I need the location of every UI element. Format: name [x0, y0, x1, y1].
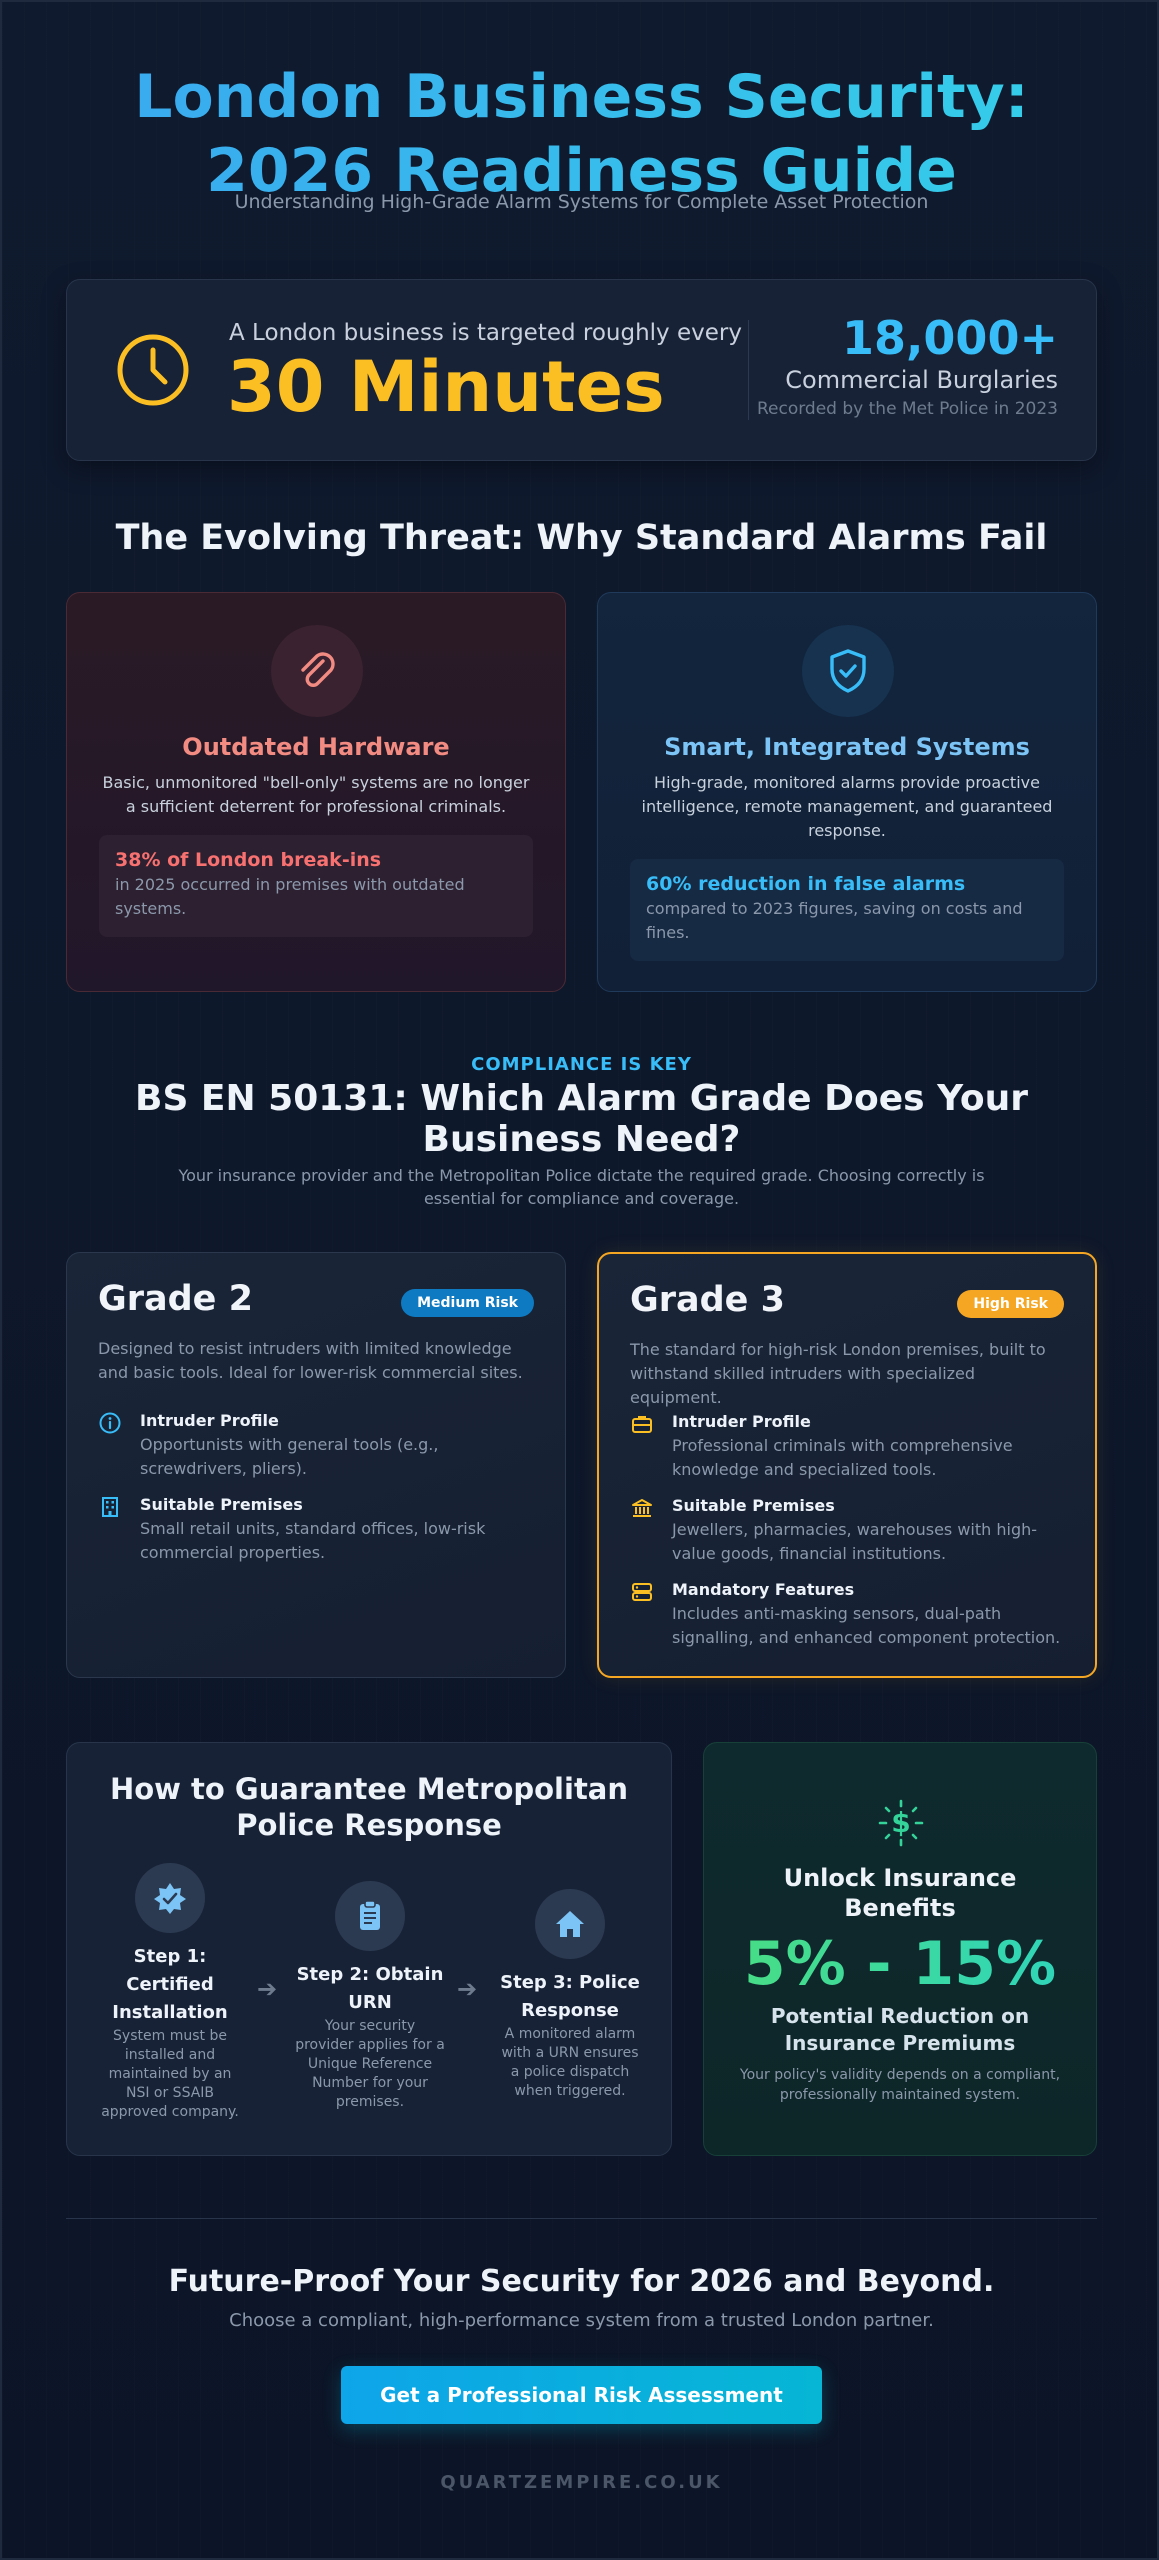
clipboard-icon	[352, 1898, 388, 1934]
step-3-text: A monitored alarm with a URN ensures a police dispatch when triggered.	[501, 2026, 639, 2099]
certificate-icon	[152, 1880, 188, 1916]
grade-3-feature	[630, 1410, 1064, 1482]
smart-systems-desc: High-grade, monitored alarms provide proactive intelligence, remote management, and guaranteed response.	[641, 773, 1053, 840]
feature-text: Includes anti-masking sensors, dual-path signalling, and enhanced component protection.	[672, 1604, 1061, 1647]
shield-check-icon	[822, 645, 874, 697]
step-1-text: System must be installed and maintained by an NSI or SSAIB approved company.	[101, 2028, 239, 2120]
cta-subtitle: Choose a compliant, high-performance system from a trusted London partner.	[229, 2310, 934, 2331]
step-3	[495, 1889, 645, 2101]
server-icon	[630, 1580, 654, 1604]
page-title	[2, 60, 1159, 208]
feature-title: Intruder Profile	[672, 1412, 811, 1431]
shield-icon-circle	[802, 625, 894, 717]
grade-2-feature	[98, 1493, 534, 1565]
step-3-title: Step 3: Police Response	[500, 1972, 640, 2021]
step-2-icon-circle	[335, 1881, 405, 1951]
outdated-hardware-stat	[99, 835, 533, 937]
step-2-text: Your security provider applies for a Unique Reference Number for your premises.	[295, 2018, 445, 2110]
burglary-note: Recorded by the Met Police in 2023	[756, 399, 1058, 419]
insurance-card	[703, 1742, 1097, 2156]
medium-risk-badge: Medium Risk	[401, 1289, 534, 1317]
stat-big-value: 30 Minutes	[227, 346, 665, 428]
stat-burglary-block	[757, 312, 1058, 422]
feature-text: Small retail units, standard offices, low-risk commercial properties.	[140, 1519, 486, 1562]
insurance-note: Your policy's validity depends on a compliant, professionally maintained system.	[739, 2067, 1061, 2103]
grade-3-title: Grade 3	[630, 1280, 785, 1320]
burglary-count: 18,000+	[841, 311, 1058, 365]
burglary-label: Commercial Burglaries	[785, 366, 1058, 394]
insurance-subtitle: Potential Reduction on Insurance Premiums	[770, 2004, 1030, 2055]
step-2	[295, 1881, 445, 2112]
dollar-sparkle-icon	[877, 1799, 925, 1847]
grade-2-title: Grade 2	[98, 1279, 253, 1319]
step-3-icon-circle	[535, 1889, 605, 1959]
step-1	[95, 1863, 245, 2122]
risk-assessment-button[interactable]: Get a Professional Risk Assessment	[341, 2366, 822, 2424]
smart-stat-text: compared to 2023 figures, saving on costs and fines.	[646, 899, 1023, 942]
feature-title: Suitable Premises	[672, 1496, 835, 1515]
briefcase-icon	[630, 1412, 654, 1436]
outdated-hardware-title: Outdated Hardware	[182, 733, 450, 761]
feature-text: Jewellers, pharmacies, warehouses with high-value goods, financial institutions.	[672, 1520, 1038, 1563]
building-icon	[98, 1495, 122, 1519]
info-icon	[98, 1411, 122, 1435]
cta-title: Future-Proof Your Security for 2026 and Beyond.	[168, 2264, 995, 2299]
smart-stat-title: 60% reduction in false alarms	[646, 873, 966, 895]
home-icon	[552, 1906, 588, 1942]
page-title-line2: 2026 Readiness Guide	[206, 136, 957, 206]
step-2-title: Step 2: Obtain URN	[296, 1964, 444, 2013]
smart-systems-stat	[630, 859, 1064, 961]
smart-systems-title: Smart, Integrated Systems	[664, 733, 1030, 761]
stat-card	[66, 279, 1097, 461]
insurance-title: Unlock Insurance Benefits	[783, 1864, 1017, 1922]
stat-divider	[748, 320, 749, 420]
feature-title: Mandatory Features	[672, 1580, 855, 1599]
smart-systems-card	[597, 592, 1097, 992]
svg-text:$: $	[891, 1806, 911, 1839]
page-title-line1: London Business Security:	[134, 62, 1029, 132]
section-divider	[66, 2218, 1097, 2219]
feature-title: Suitable Premises	[140, 1495, 303, 1514]
grade-2-feature	[98, 1409, 534, 1481]
feature-text: Opportunists with general tools (e.g., screwdrivers, pliers).	[140, 1435, 439, 1478]
compliance-kicker: COMPLIANCE IS KEY	[471, 1054, 692, 1075]
page-subtitle: Understanding High-Grade Alarm Systems for Complete Asset Protection	[234, 191, 929, 213]
outdated-hardware-card	[66, 592, 566, 992]
footer-domain[interactable]: QUARTZEMPIRE.CO.UK	[440, 2472, 723, 2493]
grade-heading-line1: BS EN 50131: Which Alarm Grade Does Your	[135, 1078, 1028, 1119]
stat-lead-text: A London business is targeted roughly every	[229, 320, 742, 346]
grade-2-card	[66, 1252, 566, 1678]
paperclip-icon	[293, 647, 341, 695]
step-1-icon-circle	[135, 1863, 205, 1933]
bank-icon	[630, 1496, 654, 1520]
grade-heading-line2: Business Need?	[422, 1119, 741, 1160]
police-title-line2: Police Response	[236, 1808, 502, 1842]
police-response-title	[67, 1771, 671, 1843]
outdated-stat-title: 38% of London break-ins	[115, 849, 382, 871]
outdated-hardware-desc: Basic, unmonitored "bell-only" systems are no longer a sufficient deterrent for professional criminals.	[102, 773, 530, 816]
grade-2-desc: Designed to resist intruders with limited knowledge and basic tools. Ideal for lower-risk commercial sites.	[98, 1339, 523, 1382]
grade-3-card	[597, 1252, 1097, 1678]
step-arrow-2: ➔	[457, 1975, 478, 2003]
insurance-percentage: 5% - 15%	[704, 1929, 1096, 1999]
step-1-title: Step 1: Certified Installation	[112, 1946, 228, 2023]
high-risk-badge: High Risk	[957, 1290, 1064, 1318]
feature-title: Intruder Profile	[140, 1411, 279, 1430]
paperclip-icon-circle	[271, 625, 363, 717]
police-response-card	[66, 1742, 672, 2156]
clock-icon	[113, 330, 193, 410]
feature-text: Professional criminals with comprehensive knowledge and specialized tools.	[672, 1436, 1013, 1479]
grade-intro: Your insurance provider and the Metropolitan Police dictate the required grade. Choosing correctly is essential for compliance and coverage.	[178, 1166, 985, 1208]
outdated-stat-text: in 2025 occurred in premises with outdated systems.	[115, 875, 465, 918]
police-title-line1: How to Guarantee Metropolitan	[109, 1772, 629, 1806]
grade-3-desc: The standard for high-risk London premises, built to withstand skilled intruders with specialized equipment.	[630, 1340, 1046, 1407]
grade-3-feature	[630, 1578, 1064, 1650]
step-arrow-1: ➔	[257, 1975, 278, 2003]
grade-3-feature	[630, 1494, 1064, 1566]
threat-heading: The Evolving Threat: Why Standard Alarms Fail	[115, 518, 1048, 558]
grade-heading	[2, 1078, 1159, 1160]
